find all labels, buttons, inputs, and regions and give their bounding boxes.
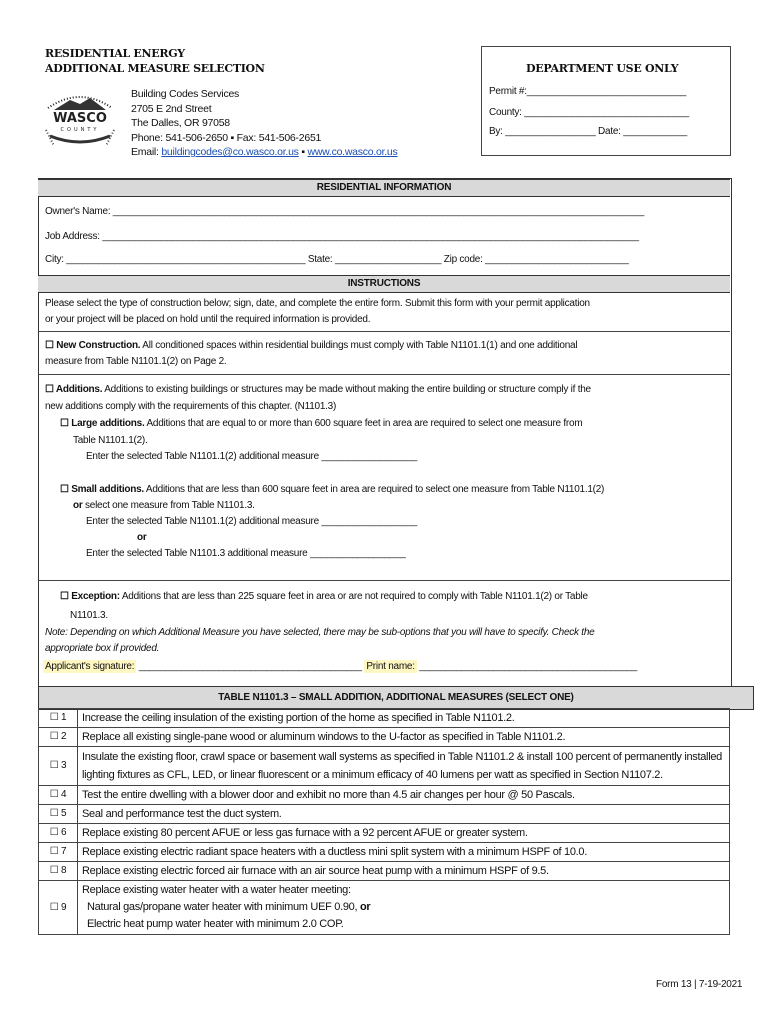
county-field[interactable]: County: _______________________________ xyxy=(489,107,689,118)
svg-text:COUNTY: COUNTY xyxy=(60,127,100,133)
note-text: appropriate box if provided. xyxy=(45,643,160,654)
instructions-text: Please select the type of construction below; sign, date, and complete the entire form. Submit this form with your permit application xyxy=(45,298,590,309)
or-label: or xyxy=(137,532,147,543)
department-use-box xyxy=(481,46,731,156)
measures-table xyxy=(38,708,730,935)
print-name-label: Print name: xyxy=(366,661,415,672)
divider xyxy=(38,331,730,332)
small-additions-text: select one measure from Table N1101.3. xyxy=(82,500,255,511)
wasco-county-logo xyxy=(40,86,120,152)
measure-checkbox[interactable]: ☐ 8 xyxy=(39,862,78,881)
new-construction-text: measure from Table N1101.1(2) on Page 2. xyxy=(45,356,227,367)
measure-checkbox[interactable]: ☐ 2 xyxy=(39,728,78,747)
signature-label: Applicant's signature: xyxy=(45,661,135,672)
residential-info-header: RESIDENTIAL INFORMATION xyxy=(38,179,730,197)
measure-checkbox[interactable]: ☐ 4 xyxy=(39,786,78,805)
form-footer: Form 13 | 7-19-2021 xyxy=(656,979,743,990)
table-row xyxy=(39,843,730,862)
table-row xyxy=(39,747,730,786)
divider xyxy=(38,374,730,375)
instructions-header: INSTRUCTIONS xyxy=(38,275,730,293)
email-link[interactable]: buildingcodes@co.wasco.or.us xyxy=(161,146,299,158)
additions-text: new additions comply with the requirements of this chapter. (N1101.3) xyxy=(45,401,337,412)
by-date-field[interactable]: By: _________________ Date: ____________ xyxy=(489,126,687,137)
measure-text: Insulate the existing floor, crawl space or basement wall systems as specified in Table N1101.2 & install 100 percent of permanently installed lighting fixtures as CFL, LED, or linear fluorescent or a minimum efficacy of 40 lumens per watt as specified in Section N1107.2. xyxy=(78,747,730,786)
department-title: DEPARTMENT USE ONLY xyxy=(526,62,679,75)
large-additions-text: Additions that are equal to or more than 600 square feet in area are required to select one measure from xyxy=(144,418,583,429)
small-additions-measure-field-1[interactable]: Enter the selected Table N1101.1(2) additional measure __________________ xyxy=(86,516,418,527)
email-label: Email: xyxy=(131,146,162,158)
form-title-line1: RESIDENTIAL ENERGY xyxy=(45,47,185,60)
measure-text: Increase the ceiling insulation of the existing portion of the home as specified in Table N1101.2. xyxy=(78,709,730,728)
small-additions-measure-field-2[interactable]: Enter the selected Table N1101.3 additional measure __________________ xyxy=(86,548,406,559)
note-text: Note: Depending on which Additional Measure you have selected, there may be sub-options that you will have to specify. Check the xyxy=(45,627,595,638)
job-address-field[interactable]: Job Address: _____________________________________________________________________________________________________ xyxy=(45,231,639,242)
exception-checkbox[interactable]: ☐ Exception: xyxy=(60,591,120,602)
phone-fax: Phone: 541-506-2650 ▪ Fax: 541-506-2651 xyxy=(131,131,322,144)
or-label: or xyxy=(73,500,83,511)
print-name-field[interactable]: _________________________________________ xyxy=(416,661,638,672)
small-additions-checkbox[interactable]: ☐ Small additions. xyxy=(60,484,144,495)
measure-suboption: Natural gas/propane water heater with minimum UEF 0.90, xyxy=(87,901,360,913)
measure-text: Replace existing water heater with a water heater meeting: xyxy=(82,884,351,896)
small-additions-text: Additions that are less than 600 square feet in area are required to select one measure from Table N1101.1(2) xyxy=(143,484,605,495)
large-additions-text: Table N1101.1(2). xyxy=(73,435,148,446)
new-construction-text: All conditioned spaces within residential buildings must comply with Table N1101.1(1) and one additional xyxy=(140,340,578,351)
measure-suboption: Electric heat pump water heater with minimum 2.0 COP. xyxy=(87,918,344,930)
measure-checkbox[interactable]: ☐ 9 xyxy=(39,881,78,935)
permit-field[interactable]: Permit #:______________________________ xyxy=(489,86,687,97)
separator: ▪ xyxy=(298,146,308,158)
table-row xyxy=(39,786,730,805)
exception-text: N1101.3. xyxy=(70,610,108,621)
measure-checkbox[interactable]: ☐ 5 xyxy=(39,805,78,824)
table-row xyxy=(39,728,730,747)
form-title-line2: ADDITIONAL MEASURE SELECTION xyxy=(45,62,265,75)
city: The Dalles, OR 97058 xyxy=(131,117,230,129)
or-label: or xyxy=(360,901,371,913)
new-construction-checkbox[interactable]: ☐ New Construction. xyxy=(45,340,141,351)
table-row xyxy=(39,862,730,881)
address: 2705 E 2nd Street xyxy=(131,102,212,115)
city-state-zip-field[interactable]: City: _____________________________________________ State: ____________________ Zip code: ___________________________ xyxy=(45,254,629,265)
measure-text: Replace existing electric forced air furnace with an air source heat pump with a minimum HSPF of 9.5. xyxy=(78,862,730,881)
table-row xyxy=(39,805,730,824)
exception-text: Additions that are less than 225 square feet in area or are not required to comply with Table N1101.1(2) or Table xyxy=(119,591,588,602)
svg-text:WASCO: WASCO xyxy=(53,111,107,126)
website-link[interactable]: www.co.wasco.or.us xyxy=(307,146,398,158)
measure-text: Seal and performance test the duct system. xyxy=(78,805,730,824)
table-row xyxy=(39,709,730,728)
measure-text: Replace existing 80 percent AFUE or less gas furnace with a 92 percent AFUE or greater system. xyxy=(78,824,730,843)
measure-text: Test the entire dwelling with a blower door and exhibit no more than 4.5 air changes per hour @ 50 Pascals. xyxy=(78,786,730,805)
measure-text: Replace all existing single-pane wood or aluminum windows to the U-factor as specified in Table N1101.2. xyxy=(78,728,730,747)
additions-text: Additions to existing buildings or structures may be made without making the entire building or structure comply if the xyxy=(102,384,591,395)
measure-text: Replace existing electric radiant space heaters with a ductless mini split system with a minimum HSPF of 10.0. xyxy=(78,843,730,862)
contact-block xyxy=(131,87,398,160)
table-row xyxy=(39,881,730,935)
signature-field[interactable]: __________________________________________ xyxy=(136,661,365,672)
large-additions-checkbox[interactable]: ☐ Large additions. xyxy=(60,418,145,429)
measure-checkbox[interactable]: ☐ 7 xyxy=(39,843,78,862)
table-row xyxy=(39,824,730,843)
large-additions-measure-field[interactable]: Enter the selected Table N1101.1(2) additional measure __________________ xyxy=(86,451,418,462)
additions-checkbox[interactable]: ☐ Additions. xyxy=(45,384,103,395)
measure-checkbox[interactable]: ☐ 3 xyxy=(39,747,78,786)
measure-checkbox[interactable]: ☐ 1 xyxy=(39,709,78,728)
table-header: TABLE N1101.3 – SMALL ADDITION, ADDITIONAL MEASURES (SELECT ONE) xyxy=(38,686,754,710)
org-name: Building Codes Services xyxy=(131,88,240,100)
instructions-text: or your project will be placed on hold until the required information is provided. xyxy=(45,314,371,325)
measure-checkbox[interactable]: ☐ 6 xyxy=(39,824,78,843)
divider xyxy=(38,580,730,581)
owner-name-field[interactable]: Owner's Name: ____________________________________________________________________________________________________ xyxy=(45,206,645,217)
